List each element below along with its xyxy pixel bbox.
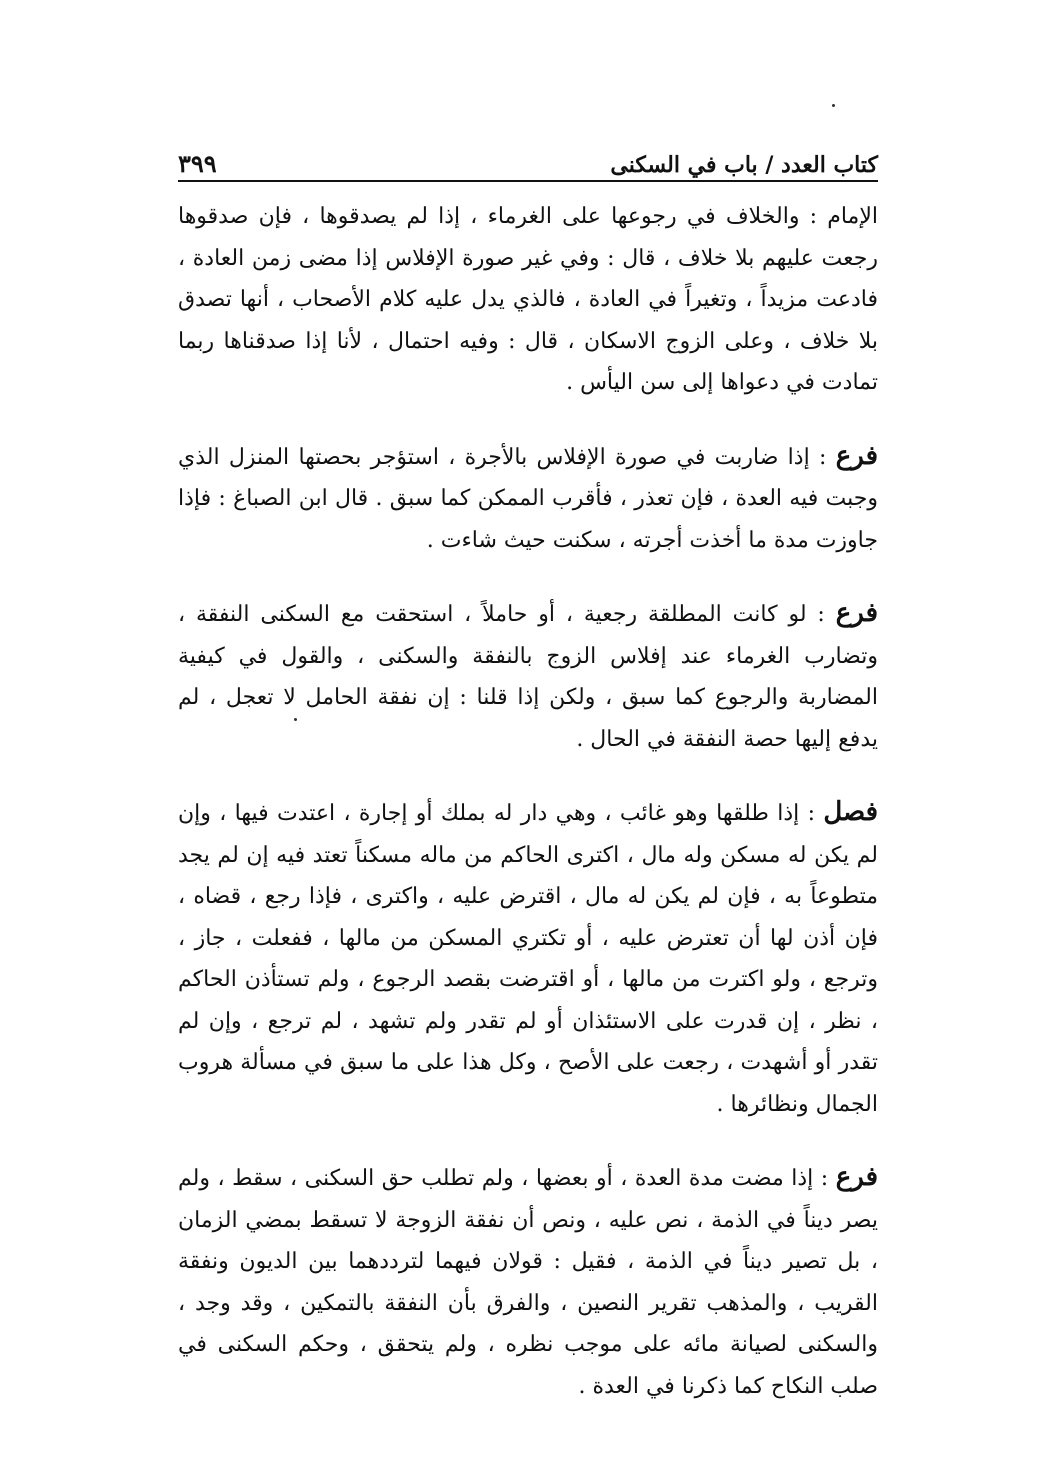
page-body	[178, 196, 878, 1407]
section-heading: فرع	[835, 440, 878, 471]
paragraph	[178, 792, 878, 1125]
paragraph	[178, 196, 878, 404]
paragraph-text: الإمام : والخلاف في رجوعها على الغرماء ، إذا لم يصدقوها ، فإن صدقوها رجعت عليهم بلا خلاف ، قال : وفي غير صورة الإفلاس إذا مضى زمن العادة ، فادعت مزيداً ، وتغيراً في العادة ، فالذي يدل عليه كلام الأصحاب ، أنها تصدق بلا خلاف ، وعلى الزوج الاسكان ، قال : وفيه احتمال ، لأنا إذا صدقناها ربما تمادت في دعواها إلى سن اليأس .	[178, 204, 878, 395]
paragraph-gap	[178, 760, 878, 792]
paragraph-text: : إذا مضت مدة العدة ، أو بعضها ، ولم تطلب حق السكنى ، سقط ، ولم يصر ديناً في الذمة ، نص عليه ، ونص أن نفقة الزوجة لا تسقط بمضي الزمان ، بل تصير ديناً في الذمة ، فقيل : قولان فيهما لترددهما بين الديون ونفقة القريب ، والمذهب تقرير النصين ، والفرق بأن النفقة بالتمكين ، وقد وجد ، والسكنى لصيانة مائه على موجب نظره ، ولم يتحقق ، وحكم السكنى في صلب النكاح كما ذكرنا في العدة .	[178, 1166, 878, 1399]
paragraph-text: : إذا ضاربت في صورة الإفلاس بالأجرة ، استؤجر بحصتها المنزل الذي وجبت فيه العدة ، فإن تعذر ، فأقرب الممكن كما سبق . قال ابن الصباغ : فإذا جاوزت مدة ما أخذت أجرته ، سكنت حيث شاءت .	[178, 444, 878, 553]
page-number: ٣٩٩	[178, 149, 217, 178]
paragraph-text: : لو كانت المطلقة رجعية ، أو حاملاً ، استحقت مع السكنى النفقة ، وتضارب الغرماء عند إفلاس الزوج بالنفقة والسكنى ، والقول في كيفية المضاربة والرجوع كما سبق ، ولكن إذا قلنا : إن نفقة الحامل لا تعجل ، لم يدفع إليها حصة النفقة في الحال .	[178, 602, 878, 752]
paragraph-gap	[178, 1125, 878, 1157]
scan-speck	[832, 104, 835, 107]
paragraph-text: : إذا طلقها وهو غائب ، وهي دار له بملك أو إجارة ، اعتدت فيها ، وإن لم يكن له مسكن وله مال ، اكترى الحاكم من ماله مسكناً تعتد فيه إن لم يجد متطوعاً به ، فإن لم يكن له مال ، اقترض عليه ، واكترى ، فإذا رجع ، قضاه ، فإن أذن لها أن تعترض عليه ، أو تكتري المسكن من مالها ، ففعلت ، جاز ، وترجع ، ولو اكترت من مالها ، أو اقترضت بقصد الرجوع ، ولم تستأذن الحاكم ، نظر ، إن قدرت على الاستئذان أو لم تقدر ولم تشهد ، لم ترجع ، وإن لم تقدر أو أشهدت ، رجعت على الأصح ، وكل هذا على ما سبق في مسألة هروب الجمال ونظائرها .	[178, 801, 878, 1117]
page-header	[178, 138, 878, 178]
section-heading: فرع	[835, 598, 878, 628]
running-title: كتاب العدد / باب في السكنى	[610, 152, 878, 178]
paragraph	[178, 593, 878, 760]
header-rule	[178, 180, 878, 182]
scan-speck	[294, 718, 297, 721]
paragraph-gap	[178, 561, 878, 593]
paragraph-gap	[178, 404, 878, 436]
paragraph	[178, 1157, 878, 1407]
section-heading: فصل	[823, 797, 878, 827]
section-heading: فرع	[835, 1162, 878, 1192]
paragraph	[178, 436, 878, 562]
